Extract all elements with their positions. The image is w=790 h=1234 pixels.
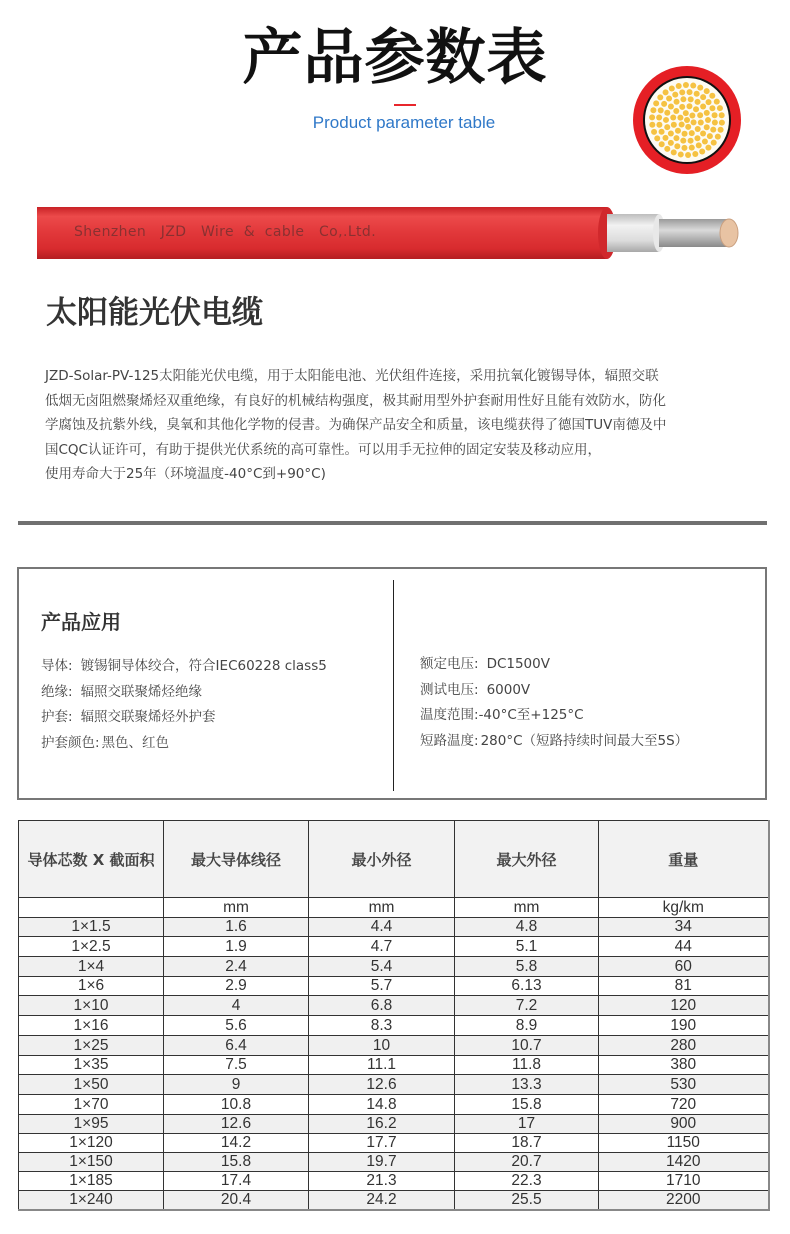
table-cell: 18.7 [455, 1134, 599, 1153]
table-cell: 7.5 [164, 1056, 309, 1075]
table-cell: 1×150 [19, 1153, 164, 1172]
table-cell: 2200 [599, 1191, 769, 1210]
table-row [19, 1095, 769, 1115]
table-cell: 1×185 [19, 1172, 164, 1191]
description-line: 国CQC认证许可，有助于提供光伏系统的高可靠性。可以用手无拉伸的固定安装及移动应用， [45, 441, 601, 458]
spec-value: 辐照交联聚烯烃外护套 [80, 709, 216, 725]
table-row [19, 1075, 769, 1095]
table-cell: 14.2 [164, 1134, 309, 1153]
table-cell: 120 [599, 996, 769, 1016]
table-cell: 5.1 [455, 937, 599, 957]
table-cell: 5.6 [164, 1016, 309, 1036]
table-cell: 60 [599, 957, 769, 977]
table-row [19, 1115, 769, 1134]
table-cell: 1×95 [19, 1115, 164, 1134]
table-cell: 4.8 [455, 918, 599, 937]
spec-value: 280°C（短路持续时间最大至5S） [480, 732, 689, 749]
spec-value: 辐照交联聚烯烃绝缘 [80, 683, 203, 700]
table-cell: 1.9 [164, 937, 309, 957]
table-row [19, 1134, 769, 1153]
table-cell: 1150 [599, 1134, 769, 1153]
unit-cell [19, 898, 164, 918]
table-row [19, 996, 769, 1016]
description-line: JZD-Solar-PV-125太阳能光伏电缆，用于太阳能电池、光伏组件连接，采用抗氧化镀锡导体，辐照交联 [45, 368, 659, 384]
table-cell: 34 [599, 918, 769, 937]
table-cell: 22.3 [455, 1172, 599, 1191]
table-cell: 2.9 [164, 977, 309, 996]
table-cell: 1×240 [19, 1191, 164, 1210]
table-cell: 4.7 [309, 937, 455, 957]
spec-label: 额定电压: [420, 656, 479, 672]
table-header-row [19, 821, 769, 898]
table-row [19, 1172, 769, 1191]
table-row [19, 1153, 769, 1172]
table-cell: 4 [164, 996, 309, 1016]
table-cell: 900 [599, 1115, 769, 1134]
table-cell: 2.4 [164, 957, 309, 977]
table-row [19, 1056, 769, 1075]
electrical-specs-list [420, 652, 688, 754]
table-cell: 20.4 [164, 1191, 309, 1210]
spec-sheath-color [41, 731, 327, 757]
table-cell: 17 [455, 1115, 599, 1134]
table-cell: 380 [599, 1056, 769, 1075]
table-cell: 1×50 [19, 1075, 164, 1095]
spec-value: 黑色、红色 [101, 734, 170, 751]
spec-label: 护套颜色: [41, 734, 100, 751]
spec-value: -40°C至+125°C [478, 707, 584, 723]
table-cell: 44 [599, 937, 769, 957]
description-line: 低烟无卤阻燃聚烯烃双重绝缘，有良好的机械结构强度，极其耐用型外护套耐用性好且能有效防水，防化 [45, 392, 666, 409]
table-cell: 7.2 [455, 996, 599, 1016]
table-cell: 6.4 [164, 1036, 309, 1056]
unit-cell: mm [164, 898, 309, 918]
cable-print-text: Shenzhen JZD Wire & cable Co,.Ltd. [74, 224, 377, 240]
table-cell: 1×6 [19, 977, 164, 996]
table-cell: 16.2 [309, 1115, 455, 1134]
table-cell: 1×10 [19, 996, 164, 1016]
table-unit-row [19, 898, 769, 918]
table-cell: 1.6 [164, 918, 309, 937]
table-cell: 17.4 [164, 1172, 309, 1191]
table-cell: 720 [599, 1095, 769, 1115]
table-cell: 1×70 [19, 1095, 164, 1115]
table-cell: 6.13 [455, 977, 599, 996]
spec-label: 短路温度: [420, 732, 479, 749]
column-divider [393, 580, 394, 791]
table-cell: 4.4 [309, 918, 455, 937]
description-line: 学腐蚀及抗紫外线，臭氧和其他化学物的侵書。为确保产品安全和质量，该电缆获得了德国TUV南德及中 [45, 417, 667, 433]
description-line: 使用寿命大于25年（环境温度-40°C到+90°C) [45, 466, 326, 482]
table-row [19, 937, 769, 957]
table-row [19, 957, 769, 977]
table-cell: 11.8 [455, 1056, 599, 1075]
column-header-min-outer-diameter: 最小外径 [309, 821, 455, 898]
table-cell: 1×2.5 [19, 937, 164, 957]
spec-conductor [41, 654, 327, 680]
table-cell: 280 [599, 1036, 769, 1056]
product-name-heading: 太阳能光伏电缆 [46, 295, 263, 331]
page-subtitle: Product parameter table [312, 113, 496, 132]
title-accent-bar [394, 104, 416, 106]
table-cell: 17.7 [309, 1134, 455, 1153]
material-specs-list [41, 654, 327, 756]
spec-label: 测试电压: [420, 681, 479, 698]
table-row [19, 918, 769, 937]
column-header-weight: 重量 [599, 821, 769, 898]
table-row [19, 977, 769, 996]
spec-label: 护套: [41, 709, 73, 725]
unit-cell: mm [309, 898, 455, 918]
table-cell: 81 [599, 977, 769, 996]
table-cell: 1×120 [19, 1134, 164, 1153]
spec-short-circuit-temp [420, 729, 688, 755]
spec-label: 温度范围: [420, 707, 479, 723]
table-cell: 15.8 [455, 1095, 599, 1115]
column-header-max-outer-diameter: 最大外径 [455, 821, 599, 898]
table-cell: 20.7 [455, 1153, 599, 1172]
product-description [45, 364, 747, 487]
section-divider [18, 521, 767, 525]
table-cell: 1×25 [19, 1036, 164, 1056]
table-cell: 530 [599, 1075, 769, 1095]
product-application-panel [17, 567, 767, 800]
table-cell: 1×1.5 [19, 918, 164, 937]
spec-insulation [41, 680, 327, 706]
table-cell: 15.8 [164, 1153, 309, 1172]
spec-label: 导体: [41, 658, 73, 674]
table-cell: 5.4 [309, 957, 455, 977]
table-row [19, 1016, 769, 1036]
table-cell: 19.7 [309, 1153, 455, 1172]
spec-temperature-range [420, 703, 688, 729]
table-cell: 1×35 [19, 1056, 164, 1075]
page-title: 产品参数表 [242, 23, 548, 93]
table-cell: 6.8 [309, 996, 455, 1016]
table-cell: 21.3 [309, 1172, 455, 1191]
spec-label: 绝缘: [41, 683, 73, 700]
table-cell: 24.2 [309, 1191, 455, 1210]
spec-sheath [41, 705, 327, 731]
spec-test-voltage [420, 678, 688, 704]
table-cell: 12.6 [309, 1075, 455, 1095]
table-cell: 1×16 [19, 1016, 164, 1036]
table-row [19, 1036, 769, 1056]
table-cell: 13.3 [455, 1075, 599, 1095]
spec-value: 6000V [486, 681, 531, 698]
table-cell: 9 [164, 1075, 309, 1095]
table-cell: 1×4 [19, 957, 164, 977]
table-cell: 1710 [599, 1172, 769, 1191]
table-cell: 10.8 [164, 1095, 309, 1115]
spec-rated-voltage [420, 652, 688, 678]
cable-cross-section-image [632, 65, 742, 175]
spec-value: 镀锡铜导体绞合，符合IEC60228 class5 [80, 658, 327, 674]
application-heading: 产品应用 [41, 610, 121, 634]
table-cell: 25.5 [455, 1191, 599, 1210]
unit-cell: kg/km [599, 898, 769, 918]
table-cell: 14.8 [309, 1095, 455, 1115]
column-header-max-conductor-diameter: 最大导体线径 [164, 821, 309, 898]
spec-value: DC1500V [486, 656, 550, 672]
table-row [19, 1191, 769, 1210]
table-cell: 190 [599, 1016, 769, 1036]
table-cell: 10 [309, 1036, 455, 1056]
table-cell: 11.1 [309, 1056, 455, 1075]
table-cell: 8.3 [309, 1016, 455, 1036]
table-cell: 5.7 [309, 977, 455, 996]
table-cell: 12.6 [164, 1115, 309, 1134]
unit-cell: mm [455, 898, 599, 918]
spec-table [18, 820, 770, 1211]
table-cell: 5.8 [455, 957, 599, 977]
table-cell: 10.7 [455, 1036, 599, 1056]
column-header-cross-section: 导体芯数 X 截面积 [19, 821, 164, 898]
table-cell: 1420 [599, 1153, 769, 1172]
table-cell: 8.9 [455, 1016, 599, 1036]
